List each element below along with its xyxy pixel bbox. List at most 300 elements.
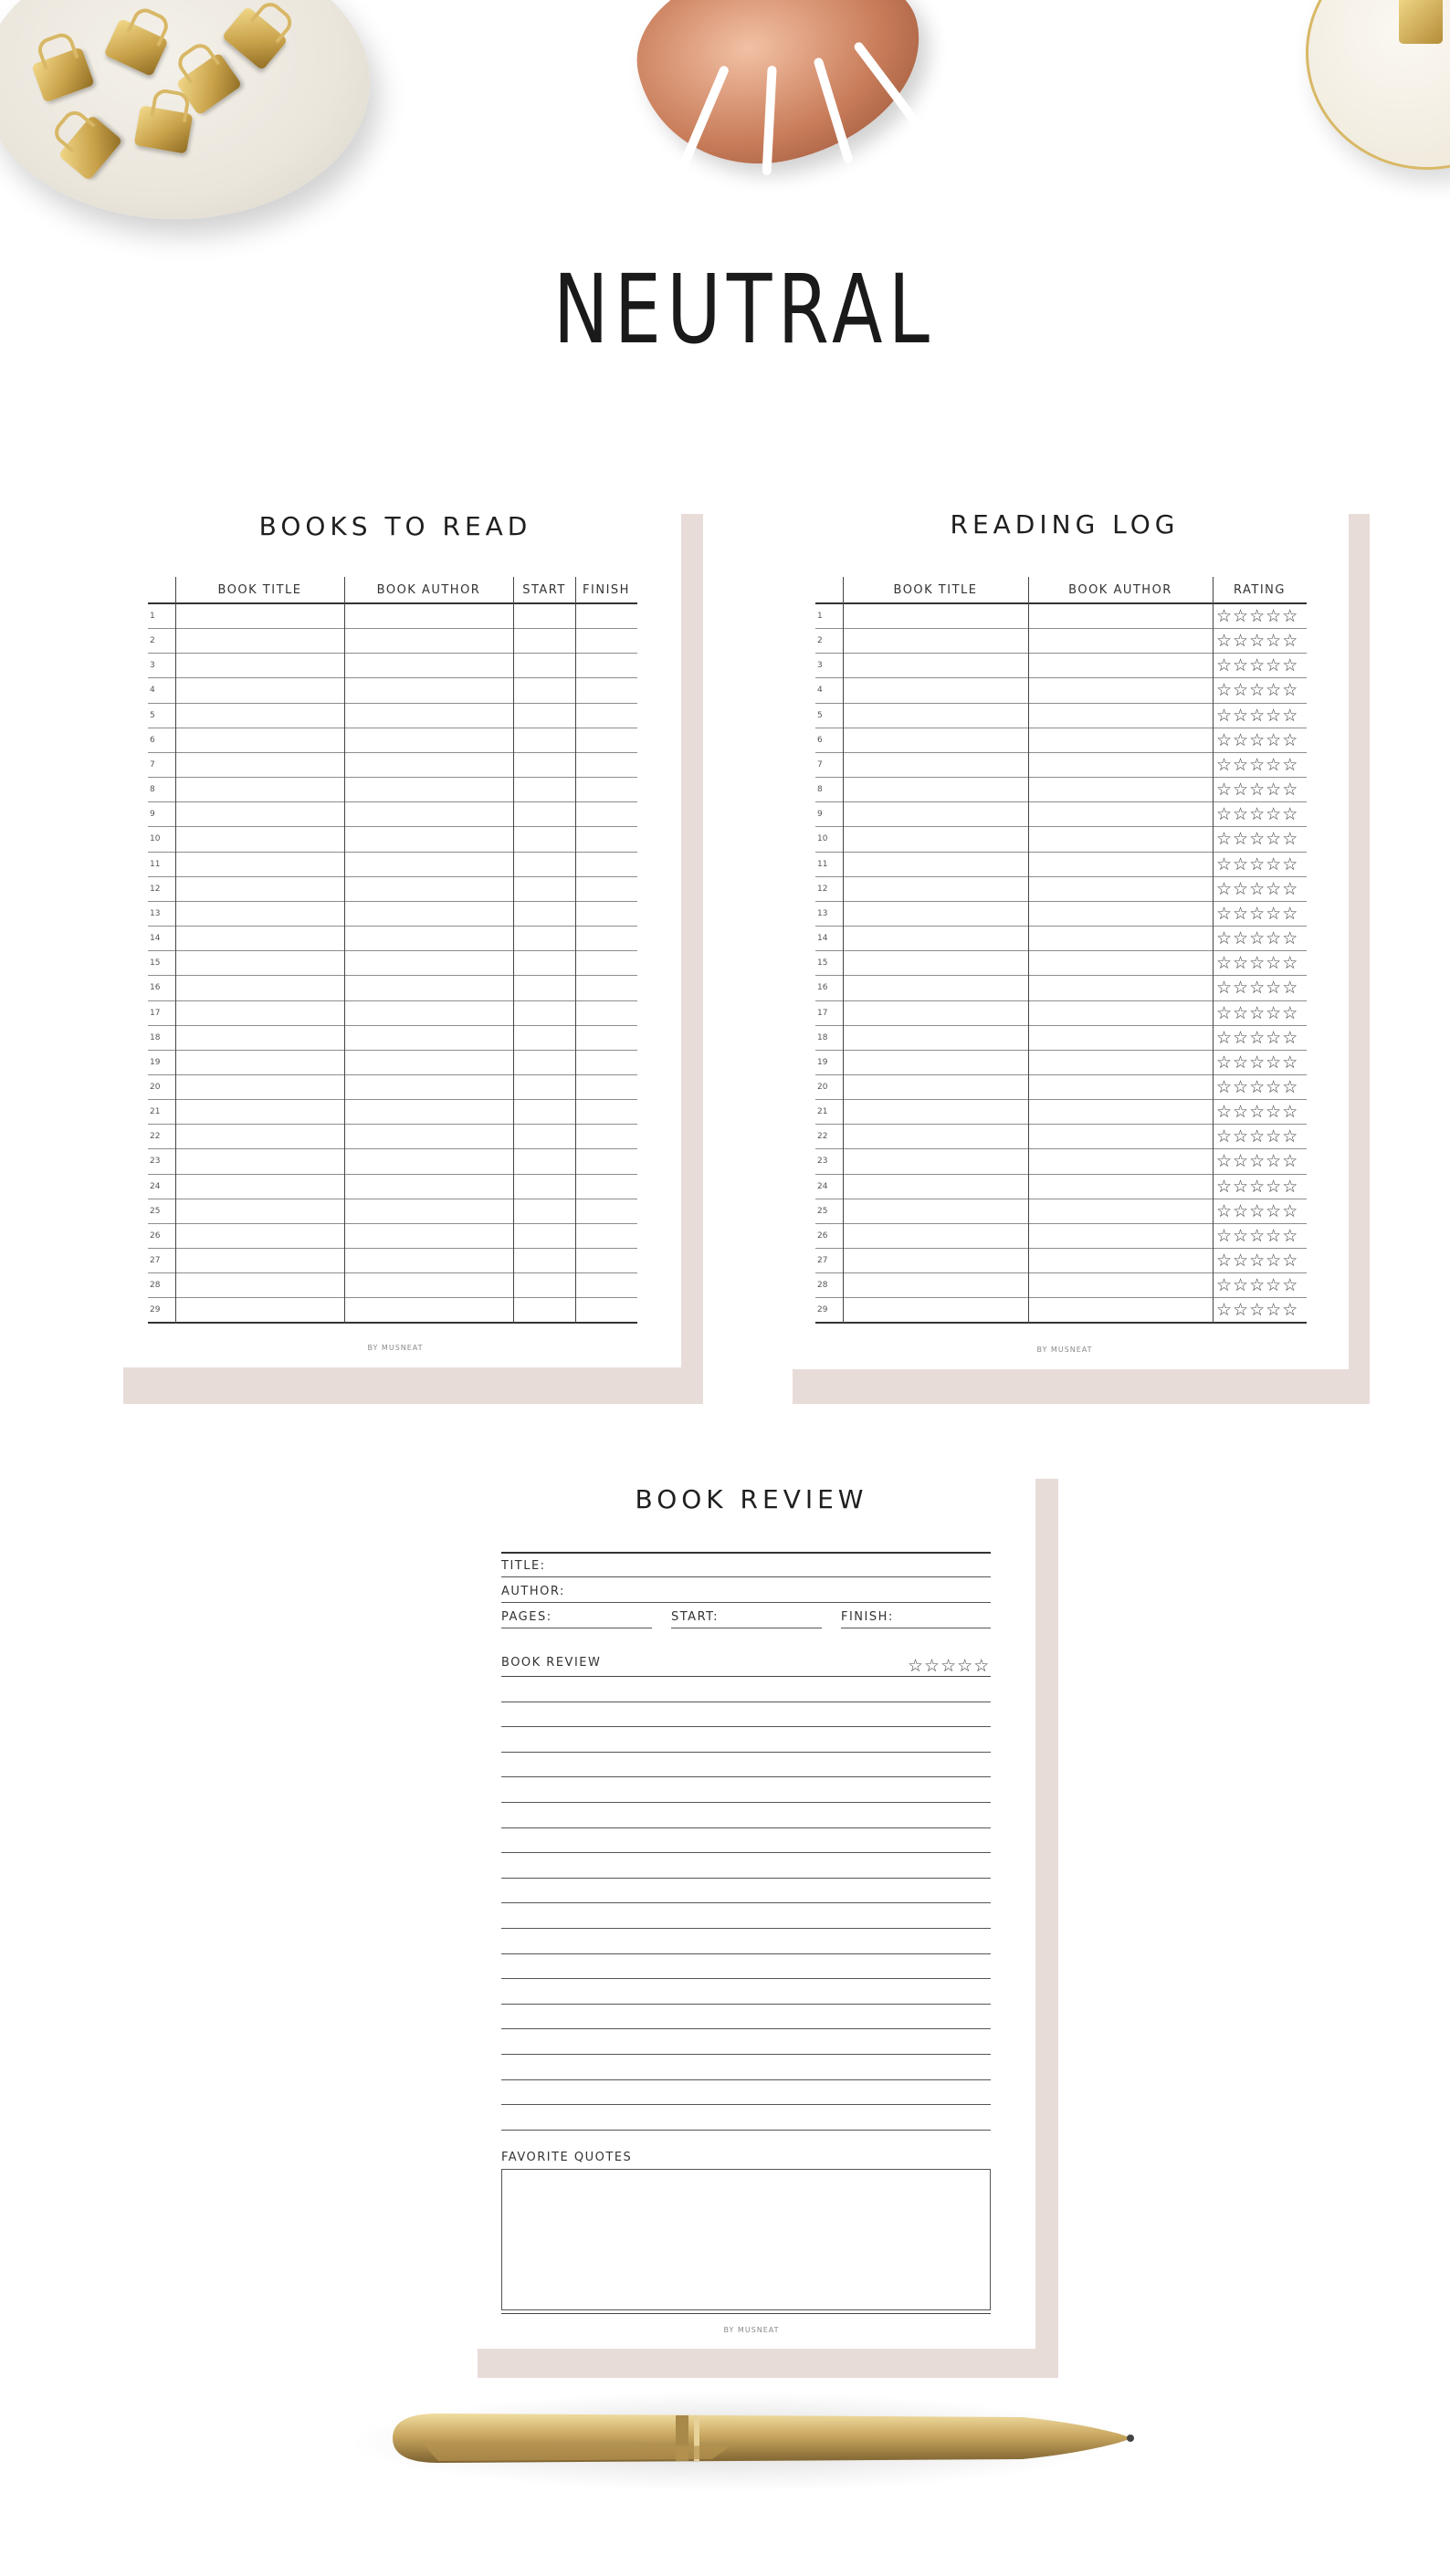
star-outline-icon[interactable]: ☆ [1216,754,1233,775]
sheet-title: BOOKS TO READ [258,511,532,541]
rating-stars[interactable] [1216,978,1298,998]
review-line [501,1978,991,1979]
star-outline-icon[interactable]: ☆ [1266,705,1282,726]
row-number: 24 [817,1181,828,1191]
rating-stars[interactable] [1216,706,1298,726]
table-row [148,1125,637,1149]
star-outline-icon[interactable]: ☆ [1233,1176,1249,1197]
star-outline-icon[interactable]: ☆ [1282,631,1298,652]
star-outline-icon[interactable]: ☆ [1282,729,1298,750]
review-line [501,1928,991,1929]
star-outline-icon[interactable]: ☆ [1266,1275,1282,1296]
star-outline-icon[interactable]: ☆ [1282,705,1298,726]
star-outline-icon[interactable]: ☆ [1282,878,1298,899]
row-number: 5 [150,710,155,720]
row-number: 2 [150,636,155,646]
row-number: 19 [150,1057,161,1067]
star-outline-icon[interactable]: ☆ [1249,878,1266,899]
star-outline-icon[interactable]: ☆ [1249,606,1266,626]
row-number: 11 [817,859,828,869]
star-outline-icon[interactable]: ☆ [1233,606,1249,626]
star-outline-icon[interactable]: ☆ [1233,1076,1249,1097]
review-line [501,1776,991,1777]
row-number: 11 [150,859,161,869]
table-header [815,577,1307,604]
star-outline-icon[interactable]: ☆ [1282,1300,1298,1321]
rating-stars[interactable] [1216,1052,1298,1073]
star-outline-icon[interactable]: ☆ [1233,1275,1249,1296]
star-outline-icon[interactable]: ☆ [1216,705,1233,726]
star-outline-icon[interactable]: ☆ [1233,1102,1249,1123]
star-outline-icon[interactable]: ☆ [1216,1200,1233,1221]
rating-stars[interactable] [1216,606,1298,626]
star-outline-icon[interactable]: ☆ [1249,853,1266,874]
star-outline-icon[interactable]: ☆ [957,1656,973,1676]
table-row [815,604,1307,629]
sheet-footer: BY MUSNEAT [723,2326,780,2334]
rating-stars[interactable] [1216,1151,1298,1171]
star-outline-icon[interactable]: ☆ [1216,1102,1233,1123]
rating-stars[interactable] [1216,953,1298,973]
rating-stars[interactable] [1216,928,1298,948]
star-outline-icon[interactable]: ☆ [1249,903,1266,924]
star-outline-icon[interactable]: ☆ [1216,1126,1233,1147]
star-outline-icon[interactable]: ☆ [1266,1200,1282,1221]
star-outline-icon[interactable]: ☆ [1216,606,1233,626]
row-number: 10 [817,834,828,844]
star-outline-icon[interactable]: ☆ [973,1656,990,1676]
star-outline-icon[interactable]: ☆ [1233,1027,1249,1048]
rating-stars[interactable] [1216,1300,1298,1320]
star-outline-icon[interactable]: ☆ [1216,729,1233,750]
review-line [501,1878,991,1879]
table-row [148,704,637,728]
row-number: 1 [817,612,823,621]
star-outline-icon[interactable]: ☆ [1249,705,1266,726]
star-outline-icon[interactable]: ☆ [1282,1126,1298,1147]
row-number: 14 [817,934,828,944]
star-outline-icon[interactable]: ☆ [1249,1275,1266,1296]
row-number: 23 [150,1157,161,1167]
star-outline-icon[interactable]: ☆ [1249,1102,1266,1123]
binder-clip [58,115,123,182]
row-number: 22 [150,1132,161,1142]
star-outline-icon[interactable]: ☆ [908,1656,924,1676]
review-line [501,1953,991,1954]
star-outline-icon[interactable]: ☆ [1216,1076,1233,1097]
star-outline-icon[interactable]: ☆ [1249,780,1266,801]
review-line [501,2079,991,2080]
star-outline-icon[interactable]: ☆ [1266,853,1282,874]
star-outline-icon[interactable]: ☆ [1233,928,1249,949]
star-outline-icon[interactable]: ☆ [1282,1251,1298,1272]
row-number: 23 [817,1157,828,1167]
star-outline-icon[interactable]: ☆ [1282,1275,1298,1296]
star-outline-icon[interactable]: ☆ [1233,1225,1249,1246]
star-outline-icon[interactable]: ☆ [1249,1300,1266,1321]
pages-field-label: PAGES: [501,1610,552,1624]
star-outline-icon[interactable]: ☆ [1216,978,1233,999]
star-outline-icon[interactable]: ☆ [1249,953,1266,974]
star-outline-icon[interactable]: ☆ [1266,878,1282,899]
table-row [815,1249,1307,1273]
star-outline-icon[interactable]: ☆ [1216,655,1233,676]
star-outline-icon[interactable]: ☆ [1249,1076,1266,1097]
star-outline-icon[interactable]: ☆ [1282,1200,1298,1221]
star-outline-icon[interactable]: ☆ [1282,1102,1298,1123]
table-row [148,1273,637,1298]
table-row [815,678,1307,703]
rating-stars[interactable] [1216,904,1298,924]
star-outline-icon[interactable]: ☆ [1282,903,1298,924]
star-outline-icon[interactable]: ☆ [1216,1251,1233,1272]
review-line [501,1802,991,1803]
rating-stars[interactable] [1216,1226,1298,1246]
row-number: 4 [817,686,823,696]
table-row [148,654,637,678]
column-header-book-title: BOOK TITLE [217,583,302,597]
star-outline-icon[interactable]: ☆ [1233,978,1249,999]
star-outline-icon[interactable]: ☆ [1282,1225,1298,1246]
row-number: 9 [817,810,823,820]
row-number: 3 [817,661,823,671]
star-outline-icon[interactable]: ☆ [1266,1102,1282,1123]
star-outline-icon[interactable]: ☆ [1266,1225,1282,1246]
table-row [148,1100,637,1125]
star-outline-icon[interactable]: ☆ [1266,1176,1282,1197]
star-outline-icon[interactable]: ☆ [1233,754,1249,775]
quotes-box [501,2169,991,2310]
row-number: 19 [817,1057,828,1067]
rating-stars[interactable] [1216,1003,1298,1023]
rating-stars[interactable] [1216,804,1298,824]
star-outline-icon[interactable]: ☆ [1249,680,1266,701]
rating-stars[interactable] [1216,655,1298,675]
star-outline-icon[interactable]: ☆ [1216,1027,1233,1048]
star-outline-icon[interactable]: ☆ [1266,953,1282,974]
star-outline-icon[interactable]: ☆ [1282,928,1298,949]
row-number: 1 [150,612,155,621]
table-row [148,678,637,703]
table-row [815,827,1307,852]
table-row [815,1051,1307,1075]
star-outline-icon[interactable]: ☆ [1282,953,1298,974]
row-number: 27 [817,1256,828,1266]
star-outline-icon[interactable]: ☆ [1216,1052,1233,1073]
star-outline-icon[interactable]: ☆ [1266,1151,1282,1172]
star-outline-icon[interactable]: ☆ [1249,829,1266,850]
row-number: 10 [150,834,161,844]
rating-stars[interactable] [1216,780,1298,800]
column-header-finish: FINISH [583,583,630,597]
table-row [148,802,637,827]
star-outline-icon[interactable]: ☆ [1249,631,1266,652]
star-outline-icon[interactable]: ☆ [940,1656,957,1676]
table-row [815,951,1307,976]
star-outline-icon[interactable]: ☆ [1249,655,1266,676]
start-field-label: START: [671,1610,720,1624]
star-outline-icon[interactable]: ☆ [1233,1300,1249,1321]
star-outline-icon[interactable]: ☆ [1282,655,1298,676]
star-outline-icon[interactable]: ☆ [1249,1225,1266,1246]
star-outline-icon[interactable]: ☆ [1266,655,1282,676]
review-section-label: BOOK REVIEW [501,1656,602,1670]
star-outline-icon[interactable]: ☆ [1266,1052,1282,1073]
rating-stars[interactable] [1216,680,1298,700]
star-outline-icon[interactable]: ☆ [1249,1151,1266,1172]
star-outline-icon[interactable]: ☆ [1233,1052,1249,1073]
row-number: 18 [817,1032,828,1042]
review-line [501,1852,991,1853]
star-outline-icon[interactable]: ☆ [1266,631,1282,652]
table-row [148,927,637,951]
star-outline-icon[interactable]: ☆ [1282,978,1298,999]
star-outline-icon[interactable]: ☆ [1266,680,1282,701]
row-number: 13 [817,908,828,918]
row-number: 5 [817,710,823,720]
star-outline-icon[interactable]: ☆ [1233,1002,1249,1023]
row-number: 17 [817,1008,828,1018]
table-row [815,877,1307,902]
star-outline-icon[interactable]: ☆ [1216,953,1233,974]
table-row [815,1001,1307,1026]
star-outline-icon[interactable]: ☆ [1266,1002,1282,1023]
review-line [501,2004,991,2005]
star-outline-icon[interactable]: ☆ [1216,1151,1233,1172]
column-header-start: START [522,583,566,597]
row-number: 22 [817,1132,828,1142]
table-row [148,1199,637,1224]
star-outline-icon[interactable]: ☆ [1282,680,1298,701]
monstera-leaf-ornament [622,0,940,187]
table-row [148,604,637,629]
star-outline-icon[interactable]: ☆ [1233,1151,1249,1172]
star-outline-icon[interactable]: ☆ [1282,1176,1298,1197]
table-row [148,1224,637,1249]
star-outline-icon[interactable]: ☆ [1216,631,1233,652]
star-outline-icon[interactable]: ☆ [1216,804,1233,825]
row-number: 26 [150,1230,161,1241]
row-number: 28 [150,1281,161,1291]
star-outline-icon[interactable]: ☆ [1282,1151,1298,1172]
table-row [815,1149,1307,1174]
column-header-book-author: BOOK AUTHOR [376,583,481,597]
table-row [148,951,637,976]
star-outline-icon[interactable]: ☆ [1233,1200,1249,1221]
table-row [148,1149,637,1174]
table-row [148,778,637,802]
table-row [815,1026,1307,1051]
star-outline-icon[interactable]: ☆ [1233,804,1249,825]
table-row [815,1125,1307,1149]
star-outline-icon[interactable]: ☆ [1282,1002,1298,1023]
binder-clip [103,18,168,77]
star-outline-icon[interactable]: ☆ [1266,729,1282,750]
rating-stars[interactable] [1216,1201,1298,1221]
star-outline-icon[interactable]: ☆ [1216,780,1233,801]
star-outline-icon[interactable]: ☆ [1249,1200,1266,1221]
star-outline-icon[interactable]: ☆ [1266,928,1282,949]
star-outline-icon[interactable]: ☆ [1249,1002,1266,1023]
rating-stars[interactable] [1216,1251,1298,1271]
star-outline-icon[interactable]: ☆ [1216,903,1233,924]
star-outline-icon[interactable]: ☆ [1282,754,1298,775]
star-outline-icon[interactable]: ☆ [924,1656,940,1676]
rating-stars[interactable] [1216,730,1298,750]
table-row [815,629,1307,654]
star-outline-icon[interactable]: ☆ [1249,1126,1266,1147]
table-row [148,1298,637,1323]
star-outline-icon[interactable]: ☆ [1216,853,1233,874]
star-outline-icon[interactable]: ☆ [1266,1027,1282,1048]
gold-pen [384,2406,1137,2470]
rating-stars[interactable] [1216,829,1298,849]
table-row [148,902,637,927]
star-outline-icon[interactable]: ☆ [1282,829,1298,850]
star-outline-icon[interactable]: ☆ [1216,1300,1233,1321]
row-number: 25 [150,1206,161,1216]
star-outline-icon[interactable]: ☆ [1249,729,1266,750]
sheet-title: READING LOG [950,509,1180,539]
binder-clip [1399,0,1443,44]
title-field-label: TITLE: [501,1559,546,1573]
rating-stars[interactable] [1216,1077,1298,1097]
star-outline-icon[interactable]: ☆ [1282,1076,1298,1097]
row-number: 13 [150,908,161,918]
star-outline-icon[interactable]: ☆ [1249,754,1266,775]
review-line [501,1902,991,1903]
row-number: 26 [817,1230,828,1241]
star-outline-icon[interactable]: ☆ [1233,878,1249,899]
star-outline-icon[interactable]: ☆ [1216,1225,1233,1246]
collection-title: NEUTRAL [552,254,936,365]
star-outline-icon[interactable]: ☆ [1233,853,1249,874]
star-outline-icon[interactable]: ☆ [1249,1052,1266,1073]
star-outline-icon[interactable]: ☆ [1216,1275,1233,1296]
table-row [815,704,1307,728]
review-line [501,1827,991,1828]
rating-stars[interactable] [1216,1102,1298,1122]
star-outline-icon[interactable]: ☆ [1233,655,1249,676]
star-outline-icon[interactable]: ☆ [1266,903,1282,924]
star-outline-icon[interactable]: ☆ [1249,804,1266,825]
star-outline-icon[interactable]: ☆ [1233,705,1249,726]
star-outline-icon[interactable]: ☆ [1266,1126,1282,1147]
row-number: 9 [150,810,155,820]
books-to-read-rows [148,604,637,1324]
rating-stars[interactable] [1216,1126,1298,1147]
star-outline-icon[interactable]: ☆ [1233,1126,1249,1147]
star-outline-icon[interactable]: ☆ [1233,903,1249,924]
star-outline-icon[interactable]: ☆ [1282,1027,1298,1048]
row-number: 7 [817,759,823,770]
binder-clip [134,105,194,153]
star-outline-icon[interactable]: ☆ [1233,631,1249,652]
rating-stars[interactable] [1216,631,1298,651]
star-outline-icon[interactable]: ☆ [1249,978,1266,999]
table-row [815,728,1307,753]
star-outline-icon[interactable]: ☆ [1249,1027,1266,1048]
sheet-footer: BY MUSNEAT [367,1344,424,1352]
star-outline-icon[interactable]: ☆ [1266,754,1282,775]
row-number: 20 [150,1082,161,1092]
star-outline-icon[interactable]: ☆ [1266,606,1282,626]
row-number: 16 [817,983,828,993]
star-outline-icon[interactable]: ☆ [1216,1176,1233,1197]
table-row [148,1075,637,1100]
star-outline-icon[interactable]: ☆ [1282,853,1298,874]
table-row [815,976,1307,1000]
reading-log-sheet [781,493,1349,1369]
star-outline-icon[interactable]: ☆ [1216,680,1233,701]
quotes-section-label: FAVORITE QUOTES [501,2151,633,2164]
table-row [815,1075,1307,1100]
row-number: 28 [817,1281,828,1291]
review-rating [908,1656,989,1676]
star-outline-icon[interactable]: ☆ [1282,780,1298,801]
row-number: 20 [817,1082,828,1092]
star-outline-icon[interactable]: ☆ [1233,829,1249,850]
star-outline-icon[interactable]: ☆ [1266,829,1282,850]
star-outline-icon[interactable]: ☆ [1216,829,1233,850]
star-outline-icon[interactable]: ☆ [1233,953,1249,974]
star-outline-icon[interactable]: ☆ [1233,1251,1249,1272]
rating-stars[interactable] [1216,854,1298,874]
row-number: 16 [150,983,161,993]
rating-stars[interactable] [1216,755,1298,775]
table-row [148,1026,637,1051]
table-row [815,1273,1307,1298]
table-row [148,1051,637,1075]
rating-stars[interactable] [1216,1275,1298,1295]
star-outline-icon[interactable]: ☆ [1266,1300,1282,1321]
star-outline-icon[interactable]: ☆ [1266,804,1282,825]
star-outline-icon[interactable]: ☆ [1282,606,1298,626]
review-line [501,2028,991,2029]
star-outline-icon[interactable]: ☆ [1249,928,1266,949]
table-row [815,654,1307,678]
star-outline-icon[interactable]: ☆ [1249,1176,1266,1197]
row-number: 29 [150,1305,161,1315]
rating-stars[interactable] [1216,1028,1298,1048]
star-outline-icon[interactable]: ☆ [1266,1076,1282,1097]
row-number: 27 [150,1256,161,1266]
row-number: 15 [150,958,161,969]
star-outline-icon[interactable]: ☆ [1282,1052,1298,1073]
table-row [815,1175,1307,1199]
star-outline-icon[interactable]: ☆ [1249,1251,1266,1272]
star-outline-icon[interactable]: ☆ [1233,729,1249,750]
row-number: 3 [150,661,155,671]
row-number: 6 [817,735,823,745]
star-outline-icon[interactable]: ☆ [1233,780,1249,801]
star-outline-icon[interactable]: ☆ [1266,978,1282,999]
rating-stars[interactable] [1216,879,1298,899]
star-outline-icon[interactable]: ☆ [1216,878,1233,899]
star-outline-icon[interactable]: ☆ [1233,680,1249,701]
row-number: 8 [817,785,823,795]
star-outline-icon[interactable]: ☆ [1282,804,1298,825]
table-row [815,802,1307,827]
star-outline-icon[interactable]: ☆ [1216,1002,1233,1023]
star-outline-icon[interactable]: ☆ [1266,1251,1282,1272]
star-outline-icon[interactable]: ☆ [1216,928,1233,949]
star-outline-icon[interactable]: ☆ [1266,780,1282,801]
row-number: 12 [817,884,828,894]
table-row [815,1224,1307,1249]
row-number: 21 [150,1107,161,1117]
rating-stars[interactable] [1216,1177,1298,1197]
